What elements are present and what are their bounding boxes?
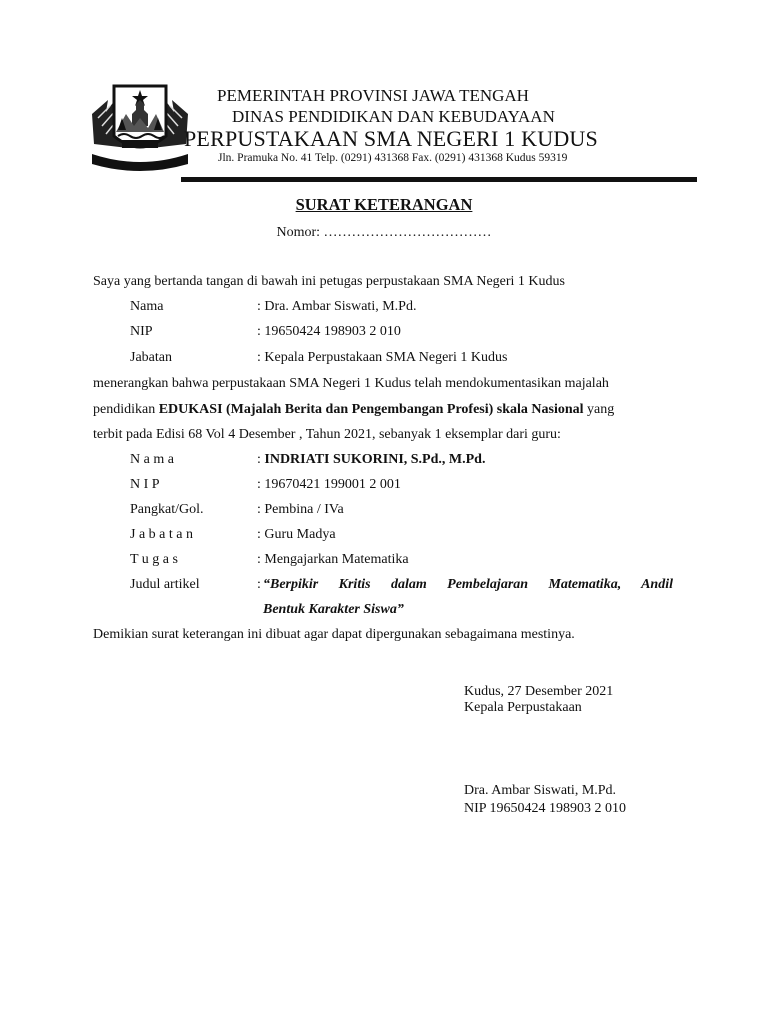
signature-nip: NIP 19650424 198903 2 010 [464,801,627,816]
body-line-1: menerangkan bahwa perpustakaan SMA Negeri 1 Kudus telah mendokumentasikan majalah [93,376,609,391]
header-divider [181,177,697,182]
magazine-name: EDUKASI (Majalah Berita dan Pengembangan Profesi) skala Nasional [158,402,584,417]
article-title-line-2: Bentuk Karakter Siswa” [263,602,404,617]
article-title-label: Judul artikel [130,577,200,592]
signature-position: Kepala Perpustakaan [464,700,582,715]
teacher-task-value: : Mengajarkan Matematika [257,552,409,567]
teacher-position: Guru Madya [264,527,336,542]
signature-place-date: Kudus, 27 Desember 2021 [464,684,614,699]
signer-position-label: Jabatan [130,350,172,365]
header-library-name: PERPUSTAKAAN SMA NEGERI 1 KUDUS [184,126,598,151]
teacher-nip-label: N I P [130,477,160,492]
teacher-name-value: : INDRIATI SUKORINI, S.Pd., M.Pd. [257,452,486,467]
signer-name-label: Nama [130,299,164,314]
body-line-2 [93,402,614,418]
article-title-colon: : [257,577,261,592]
teacher-task-label: T u g a s [130,552,178,567]
header-department-line: DINAS PENDIDIKAN DAN KEBUDAYAAN [232,107,555,126]
document-title: SURAT KETERANGAN [295,195,473,214]
article-title-line-1: “Berpikir Kritis dalam Pembelajaran Matematika, Andil [263,577,673,592]
header-government-line: PEMERINTAH PROVINSI JAWA TENGAH [217,86,529,105]
header-address: Jln. Pramuka No. 41 Telp. (0291) 431368 Fax. (0291) 431368 Kudus 59319 [218,152,568,164]
teacher-rank-label: Pangkat/Gol. [130,502,204,517]
document-number: Nomor: ……………………………… [276,225,492,240]
signer-nip-value: : 19650424 198903 2 010 [257,324,401,339]
signer-nip-label: NIP [130,324,153,339]
body-line-2-end: yang [583,402,615,417]
teacher-nip: 19670421 199001 2 001 [264,477,401,492]
signature-name: Dra. Ambar Siswati, M.Pd. [464,783,617,798]
teacher-task: Mengajarkan Matematika [264,552,409,567]
body-line-2-start: pendidikan [93,402,159,417]
teacher-nip-value: : 19670421 199001 2 001 [257,477,401,492]
teacher-name: INDRIATI SUKORINI, S.Pd., M.Pd. [264,452,486,467]
intro-paragraph: Saya yang bertanda tangan di bawah ini petugas perpustakaan SMA Negeri 1 Kudus [93,274,565,289]
body-line-3: terbit pada Edisi 68 Vol 4 Desember , Tahun 2021, sebanyak 1 eksemplar dari guru: [93,427,561,442]
signer-position-value: : Kepala Perpustakaan SMA Negeri 1 Kudus [257,350,508,365]
signer-name-value: : Dra. Ambar Siswati, M.Pd. [257,299,417,314]
teacher-rank: Pembina / IVa [264,502,344,517]
teacher-position-label: J a b a t a n [130,527,193,542]
teacher-position-value: : Guru Madya [257,527,336,542]
closing-sentence: Demikian surat keterangan ini dibuat agar dapat dipergunakan sebagaimana mestinya. [93,627,575,642]
teacher-rank-value: : Pembina / IVa [257,502,344,517]
provincial-seal-logo [88,74,192,178]
teacher-name-label: N a m a [130,452,174,467]
